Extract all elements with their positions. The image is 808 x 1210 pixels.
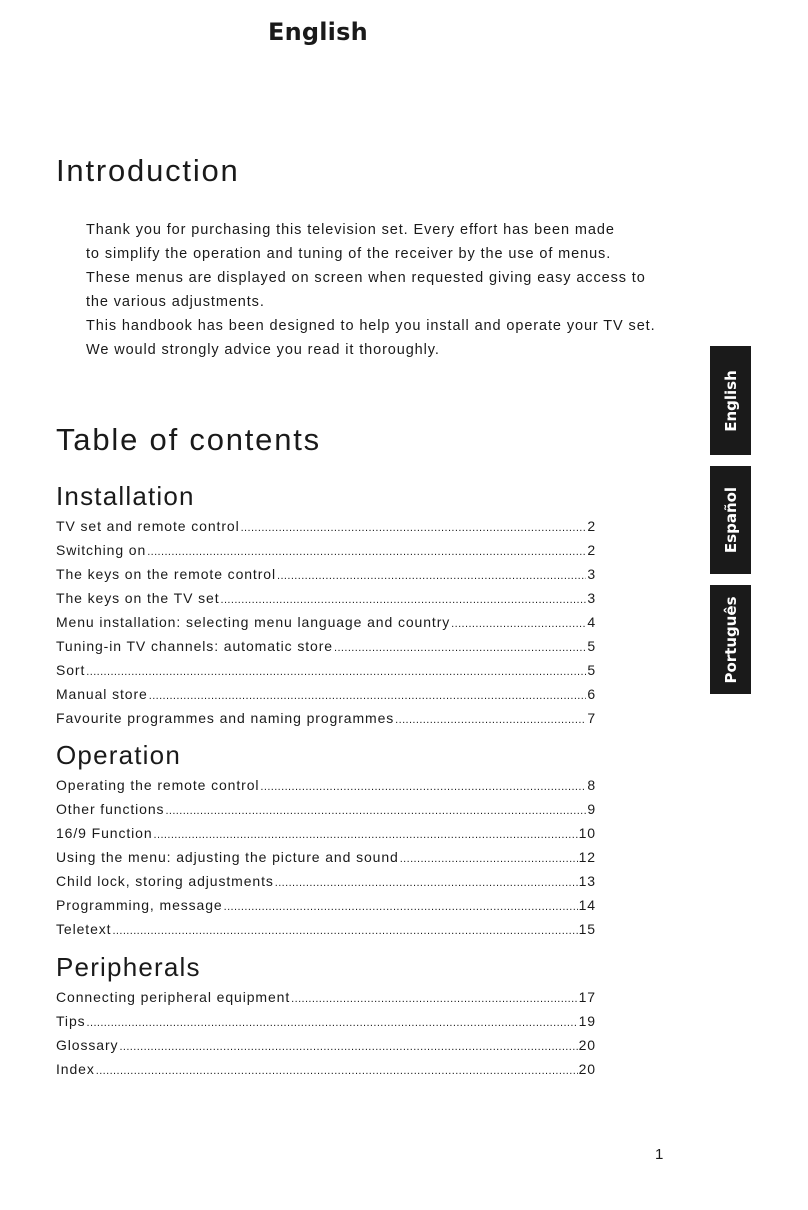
toc-entry-page: 4 [587, 614, 596, 630]
toc-entry [56, 662, 596, 686]
toc-entry-page: 14 [578, 897, 596, 913]
toc-entry-page: 5 [587, 662, 596, 678]
toc-entry-label: Tips [56, 1013, 86, 1029]
intro-line: Thank you for purchasing this television set. Every effort has been made [86, 222, 615, 238]
toc-section-peripherals [56, 952, 596, 1085]
toc-entry-page: 13 [578, 873, 596, 889]
page-number: 1 [655, 1146, 664, 1163]
leader-dots [334, 638, 586, 654]
toc-entry-page: 10 [578, 825, 596, 841]
toc-entry-label: Favourite programmes and naming programmes [56, 710, 395, 726]
intro-line: to simplify the operation and tuning of the receiver by the use of menus. [86, 246, 612, 262]
leader-dots [277, 566, 586, 582]
leader-dots [154, 825, 578, 841]
toc-section-heading: Installation [56, 481, 195, 511]
toc-entry-label: Switching on [56, 542, 147, 558]
toc-section-installation [56, 481, 596, 734]
leader-dots [147, 542, 586, 558]
leader-dots [221, 590, 587, 606]
toc-entry-label: Programming, message [56, 897, 223, 913]
toc-entry [56, 873, 596, 897]
toc-entry-page: 19 [578, 1013, 596, 1029]
language-tab-english[interactable] [710, 346, 751, 455]
intro-line: This handbook has been designed to help you install and operate your TV set. [86, 318, 656, 334]
toc-entry [56, 897, 596, 921]
leader-dots [291, 989, 577, 1005]
toc-entry [56, 710, 596, 734]
toc-entry [56, 1013, 596, 1037]
toc-section-heading: Operation [56, 740, 181, 770]
page-header-language: English [268, 18, 368, 46]
toc-entry [56, 825, 596, 849]
toc-entry [56, 777, 596, 801]
toc-entry-page: 17 [578, 989, 596, 1005]
language-tab-label: Español [721, 486, 740, 554]
toc-entry-label: Teletext [56, 921, 112, 937]
intro-line: These menus are displayed on screen when requested giving easy access to [86, 270, 646, 286]
toc-entry-page: 9 [587, 801, 596, 817]
toc-entry-page: 7 [587, 710, 596, 726]
toc-entry-label: TV set and remote control [56, 518, 240, 534]
toc-entry-label: The keys on the TV set [56, 590, 220, 606]
toc-entry [56, 801, 596, 825]
toc-entry-label: Operating the remote control [56, 777, 260, 793]
leader-dots [86, 662, 586, 678]
leader-dots [87, 1013, 578, 1029]
toc-entry-label: Connecting peripheral equipment [56, 989, 291, 1005]
leader-dots [96, 1061, 578, 1077]
toc-entry [56, 989, 596, 1013]
leader-dots [260, 777, 586, 793]
leader-dots [149, 686, 587, 702]
introduction-body [86, 218, 676, 362]
language-tab-label: English [721, 369, 740, 432]
toc-entry-label: Sort [56, 662, 86, 678]
toc-section-operation [56, 740, 596, 945]
toc-entry-page: 20 [578, 1037, 596, 1053]
language-tab-label: Português [721, 595, 740, 684]
toc-entry-label: Manual store [56, 686, 148, 702]
intro-line: We would strongly advice you read it thoroughly. [86, 342, 440, 358]
toc-entry [56, 518, 596, 542]
toc-entry [56, 614, 596, 638]
introduction-title: Introduction [56, 153, 240, 188]
toc-entry-page: 3 [587, 566, 596, 582]
leader-dots [275, 873, 578, 889]
leader-dots [224, 897, 578, 913]
toc-entry [56, 849, 596, 873]
toc-entry-page: 15 [578, 921, 596, 937]
toc-entry-page: 6 [587, 686, 596, 702]
table-of-contents-title: Table of contents [56, 422, 321, 457]
toc-entry [56, 1037, 596, 1061]
toc-entry [56, 921, 596, 945]
toc-entry-label: 16/9 Function [56, 825, 153, 841]
toc-entry-label: Index [56, 1061, 95, 1077]
toc-entry [56, 590, 596, 614]
toc-entry-page: 3 [587, 590, 596, 606]
toc-entry-page: 20 [578, 1061, 596, 1077]
toc-entry-label: Glossary [56, 1037, 119, 1053]
leader-dots [241, 518, 587, 534]
toc-entry-page: 2 [587, 518, 596, 534]
language-tab-portugues[interactable] [710, 585, 751, 694]
toc-entry-page: 12 [578, 849, 596, 865]
toc-entry-page: 2 [587, 542, 596, 558]
toc-entry [56, 686, 596, 710]
language-tab-espanol[interactable] [710, 466, 751, 574]
toc-entry [56, 638, 596, 662]
leader-dots [451, 614, 586, 630]
toc-entry-label: Menu installation: selecting menu language and country [56, 614, 451, 630]
toc-entry [56, 542, 596, 566]
toc-entry-label: Tuning-in TV channels: automatic store [56, 638, 333, 654]
toc-entry [56, 1061, 596, 1085]
toc-entry-page: 8 [587, 777, 596, 793]
intro-line: the various adjustments. [86, 294, 265, 310]
leader-dots [119, 1037, 577, 1053]
leader-dots [112, 921, 577, 937]
toc-entry [56, 566, 596, 590]
toc-entry-page: 5 [587, 638, 596, 654]
toc-entry-label: Using the menu: adjusting the picture and sound [56, 849, 399, 865]
toc-entry-label: Child lock, storing adjustments [56, 873, 274, 889]
leader-dots [400, 849, 578, 865]
leader-dots [395, 710, 586, 726]
toc-entry-label: The keys on the remote control [56, 566, 276, 582]
toc-section-heading: Peripherals [56, 952, 201, 982]
toc-entry-label: Other functions [56, 801, 165, 817]
leader-dots [165, 801, 586, 817]
